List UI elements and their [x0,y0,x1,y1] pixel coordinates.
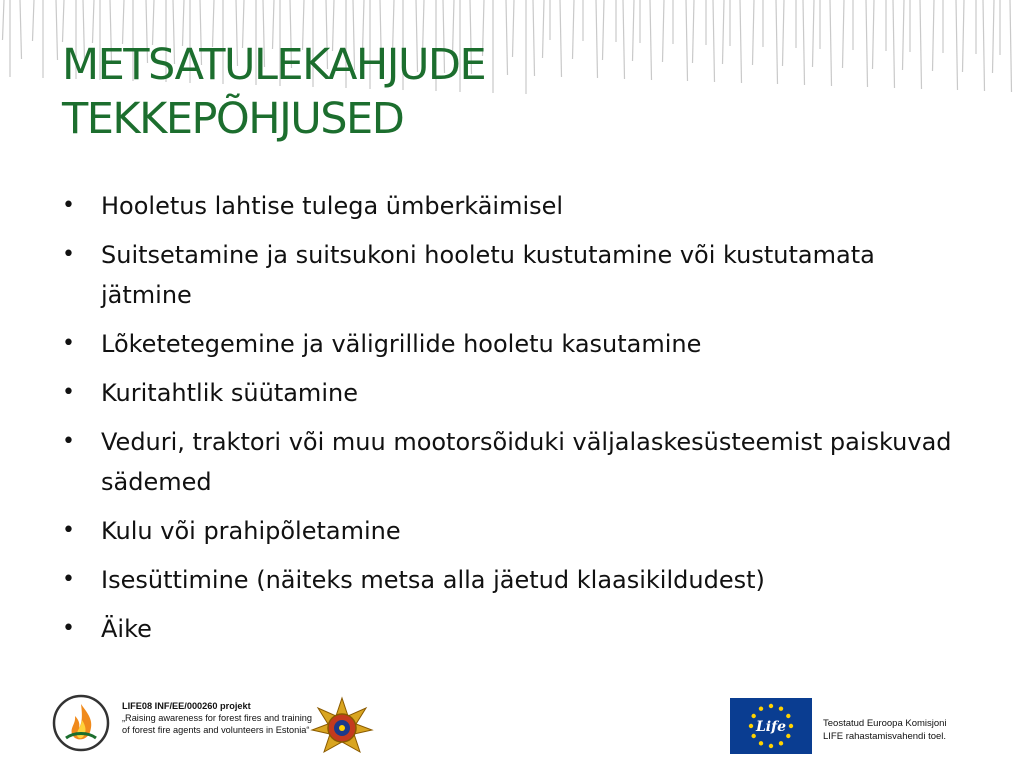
bullet-item: • Suitsetamine ja suitsukoni hooletu kustutamine või kustutamata jätmine [62,235,962,315]
eu-life-logo-text: Life [755,719,787,735]
bullet-list [62,186,962,658]
fire-logo-icon [52,694,110,752]
bullet-item: • Lõketetegemine ja väligrillide hooletu kasutamine [62,324,962,364]
bullet-item: • Kuritahtlik süütamine [62,373,962,413]
slide-title-line1: METSATULEKAHJUDE [62,40,486,90]
bullet-item: • Kulu või prahipõletamine [62,511,962,551]
footer [0,690,1024,768]
project-code: LIFE08 INF/EE/000260 projekt [122,701,251,711]
bullet-item: • Veduri, traktori või muu mootorsõiduki väljalaskesüsteemist paiskuvad sädemed [62,422,962,502]
bullet-item: • Isesüttimine (näiteks metsa alla jäetud klaasikildudest) [62,560,962,600]
eu-life-logo-icon [730,698,812,754]
rescue-badge-icon [310,696,374,760]
slide-title [62,38,485,146]
project-description: „Raising awareness for forest fires and training of forest fire agents and volunteers in Estonia“ [122,713,312,735]
project-info [122,700,312,736]
slide-title-line2: TEKKEPÕHJUSED [62,94,404,144]
funding-line1: Teostatud Euroopa Komisjoni [823,718,947,729]
funding-note [823,717,1003,743]
bullet-item: • Äike [62,609,962,649]
funding-line2: LIFE rahastamisvahendi toel. [823,731,947,742]
bullet-item: • Hooletus lahtise tulega ümberkäimisel [62,186,962,226]
